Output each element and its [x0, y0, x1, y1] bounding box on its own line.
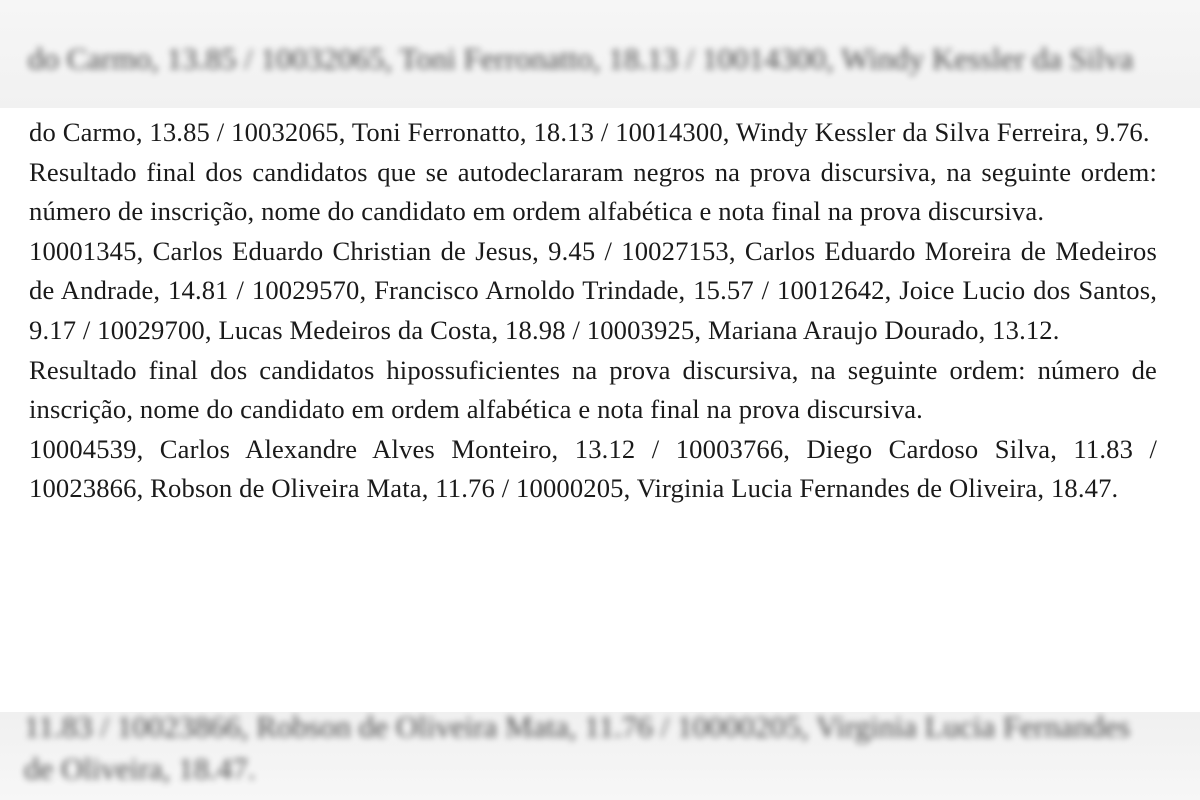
paragraph-results-negros: 10001345, Carlos Eduardo Christian de Jesus, 9.45 / 10027153, Carlos Eduardo Moreira de Medeiros de Andrade, 14.81 / 10029570, Francisco Arnoldo Trindade, 15.57 / 10012642, Joice Lucio dos Santos, 9.17 / 10029700, Lucas Medeiros da Costa, 18.98 / 10003925, Mariana Araujo Dourado, 13.12. — [29, 235, 1157, 345]
blurred-bottom-text-line-2: de Oliveira, 18.47. — [24, 751, 256, 786]
blurred-bottom-text-line-1: 11.83 / 10023866, Robson de Oliveira Mata, 11.76 / 10000205, Virginia Lucia Fernandes — [24, 712, 1131, 744]
blurred-top-text: do Carmo, 13.85 / 10032065, Toni Ferronatto, 18.13 / 10014300, Windy Kessler da Silva — [28, 41, 1134, 76]
blurred-header-area — [0, 0, 1200, 108]
paragraph-heading-negros: Resultado final dos candidatos que se autodeclararam negros na prova discursiva, na seguinte ordem: número de inscrição, nome do candidato em ordem alfabética e nota final na prova discursiva. — [29, 156, 1157, 227]
paragraph-heading-hipossuficientes: Resultado final dos candidatos hipossuficientes na prova discursiva, na seguinte ordem: número de inscrição, nome do candidato em ordem alfabética e nota final na prova discursiva. — [29, 354, 1157, 425]
paragraph-results-hipossuficientes: 10004539, Carlos Alexandre Alves Monteiro, 13.12 / 10003766, Diego Cardoso Silva, 11.83 / 10023866, Robson de Oliveira Mata, 11.76 / 10000205, Virginia Lucia Fernandes de Oliveira, 18.47. — [29, 433, 1157, 504]
paragraph-previous-results: do Carmo, 13.85 / 10032065, Toni Ferronatto, 18.13 / 10014300, Windy Kessler da Silva Ferreira, 9.76. — [29, 117, 1150, 147]
blurred-footer-area — [0, 712, 1200, 800]
document-body — [29, 113, 1157, 509]
document-page — [0, 108, 1200, 712]
